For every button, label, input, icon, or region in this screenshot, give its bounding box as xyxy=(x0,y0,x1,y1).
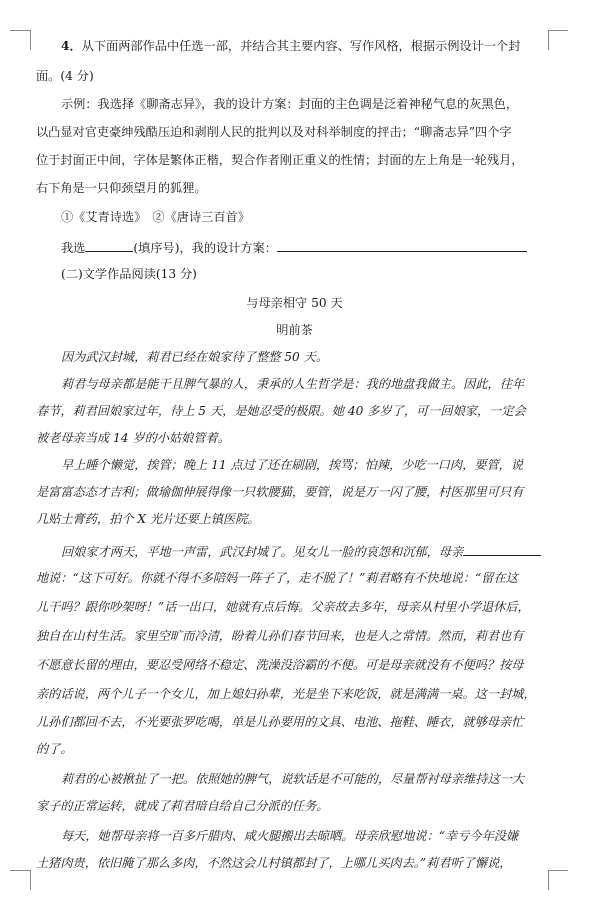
article-line: 春节，莉君回娘家过年，待上 5 天，是她忍受的极限。她 40 多岁了，可一回娘家，一定会 xyxy=(36,404,526,418)
article-line: 儿孙们都回不去，不光要张罗吃喝，单是儿孙要用的文具、电池、拖鞋、睡衣，就够母亲忙 xyxy=(36,715,524,729)
article-line: 亲的话说，两个儿子一个女儿，加上媳妇孙辈，光是坐下来吃饭，就是满满一桌。这一封城， xyxy=(36,687,536,701)
article-author: 明前茶 xyxy=(276,323,313,337)
crop-mark-bottom-left-h xyxy=(10,870,30,871)
article-line: 莉君的心被揪扯了一把。依照她的脾气，说软话是不可能的，尽量帮衬母亲维持这一大 xyxy=(61,772,525,786)
section-heading: (二)文学作品阅读(13 分) xyxy=(61,267,197,281)
answer-prefix: 我选 xyxy=(61,241,86,255)
q4-options: ①《艾青诗选》 ②《唐诗三百首》 xyxy=(61,210,250,224)
answer-middle: (填序号)，我的设计方案： xyxy=(133,241,277,255)
design-blank[interactable] xyxy=(277,240,527,252)
article-line: 莉君与母亲都是能干且脾气暴的人，秉承的人生哲学是：我的地盘我做主。因此，往年 xyxy=(61,377,525,391)
q4-example-line: 示例：我选择《聊斋志异》，我的设计方案：封面的主色调是泛着神秘气息的灰黑色， xyxy=(61,97,519,111)
crop-mark-top-right xyxy=(548,30,549,50)
crop-mark-bottom-right-h xyxy=(548,870,568,871)
crop-mark-bottom-left xyxy=(30,870,31,890)
q4-example-line: 右下角是一只仰颈望月的狐狸。 xyxy=(36,181,207,195)
q4-answer-line xyxy=(61,240,527,254)
crop-mark-top-left xyxy=(30,30,31,50)
q4-number: 4． xyxy=(61,39,82,53)
choice-blank[interactable] xyxy=(85,240,133,252)
article-line: 几贴土膏药，拍个 X 光片还要上镇医院。 xyxy=(36,512,260,526)
article-line: 不愿意长留的理由，要忍受网络不稳定、洗澡没浴霸的不便。可是母亲就没有不便吗？按母 xyxy=(36,658,524,672)
article-line: 是富富态态才吉利；做瑜伽伸展得像一只软腰猫，要管，说是万一闪了腰，村医那里可只有 xyxy=(36,485,524,499)
article-line-text: 回娘家才两天，平地一声雷，武汉封城了。见女儿一脸的哀怨和沉郁，母亲 xyxy=(61,545,464,559)
q4-example-line: 位于封面正中间，字体是繁体正楷，契合作者刚正重义的性情；封面的左上角是一轮残月， xyxy=(36,153,524,167)
article-line: 土猪肉贵，依旧腌了那么多肉，不然这会儿村镇都封了，上哪儿买肉去。”莉君听了懈说， xyxy=(36,856,512,870)
article-line: 地说：“这下可好。你就不得不多陪妈一阵子了，走不脱了！”莉君略有不快地说：“留在这 xyxy=(36,571,518,585)
fill-in-blank[interactable] xyxy=(463,544,541,556)
q4-line-2: 面。(4 分) xyxy=(36,69,94,83)
article-line: 独自在山村生活。家里空旷而冷清，盼着儿孙们春节回来，也是人之常情。然而，莉君也有 xyxy=(36,629,524,643)
crop-mark-top-right-h xyxy=(548,30,568,31)
q4-prompt: 从下面两部作品中任选一部，并结合其主要内容、写作风格，根据示例设计一个封 xyxy=(81,39,521,53)
article-line: 因为武汉封城，莉君已经在娘家待了整整 50 天。 xyxy=(61,350,329,364)
q4-example-line: 以凸显对官吏豪绅残酷压迫和剥削人民的批判以及对科举制度的抨击；“聊斋志异”四个字 xyxy=(36,125,512,139)
q4-line-1 xyxy=(61,40,520,52)
article-line: 儿干吗？跟你吵架呀！”话一出口，她就有点后悔。父亲故去多年，母亲从村里小学退休后， xyxy=(36,600,530,614)
article-line-with-blank xyxy=(61,544,541,558)
crop-mark-top-left-h xyxy=(10,30,30,31)
article-line: 被老母亲当成 14 岁的小姑娘管着。 xyxy=(36,431,230,445)
article-line: 早上睡个懒觉，挨管；晚上 11 点过了还在刷剧，挨骂；怕辣，少吃一口肉，要管，说 xyxy=(61,458,524,472)
article-line: 家子的正常运转，就成了莉君暗自给自己分派的任务。 xyxy=(36,799,329,813)
crop-mark-bottom-right xyxy=(548,870,549,890)
article-title: 与母亲相守 50 天 xyxy=(246,296,343,310)
article-line: 的了。 xyxy=(36,742,73,756)
article-line: 每天，她帮母亲将一百多斤腊肉、咸火腿搬出去晾晒。母亲欣慰地说：“幸亏今年没嫌 xyxy=(61,829,519,843)
